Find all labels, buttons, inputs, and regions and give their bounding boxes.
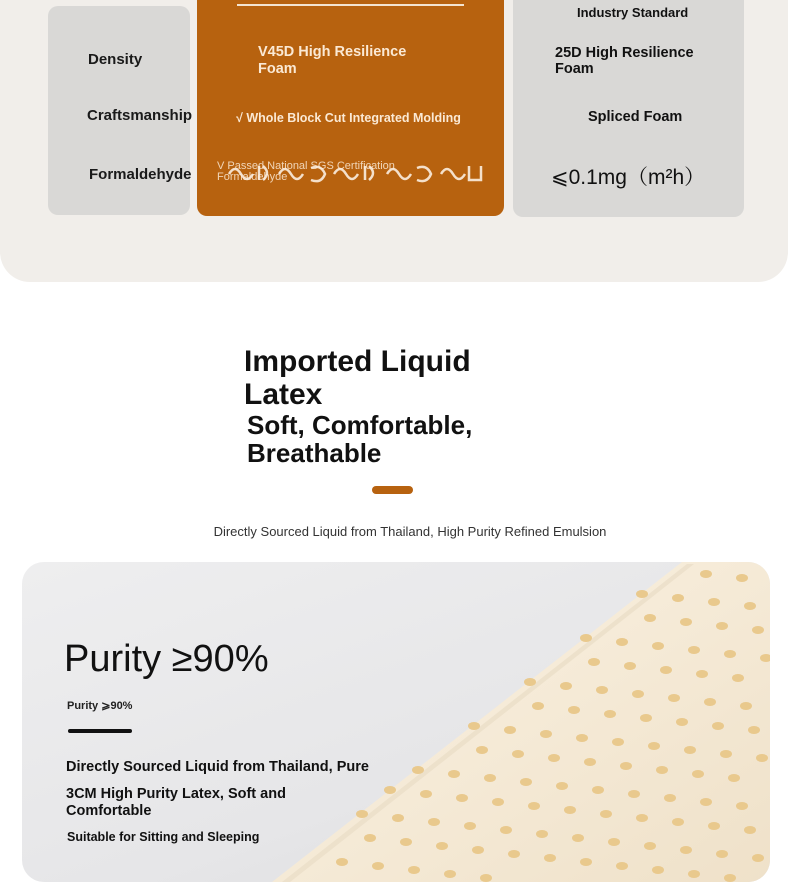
our-product-column (197, 0, 504, 216)
foam-pinhole (420, 790, 432, 798)
foam-pinhole (680, 846, 692, 854)
industry-standard-column (513, 0, 744, 217)
foam-pinhole (336, 858, 348, 866)
foam-pinhole (580, 858, 592, 866)
foam-pinhole (716, 850, 728, 858)
certification-stamp-graphic (219, 160, 489, 184)
foam-pinhole (724, 650, 736, 658)
foam-pinhole (392, 814, 404, 822)
foam-pinhole (704, 698, 716, 706)
industry-header: Industry Standard (577, 5, 689, 20)
ours-craftsmanship: √ Whole Block Cut Integrated Molding (236, 111, 461, 125)
foam-pinhole (736, 802, 748, 810)
ours-density: V45D High Resilience Foam (258, 44, 407, 77)
foam-pinhole (744, 602, 756, 610)
foam-pinhole (456, 794, 468, 802)
comparison-labels-column (48, 6, 193, 215)
foam-pinhole (720, 750, 732, 758)
foam-pinhole (568, 706, 580, 714)
foam-pinhole (636, 814, 648, 822)
foam-pinhole (628, 790, 640, 798)
label-formaldehyde: Formaldehyde (89, 166, 192, 183)
foam-pinhole (716, 622, 728, 630)
foam-pinhole (532, 702, 544, 710)
foam-pinhole (740, 702, 752, 710)
foam-pinhole (608, 838, 620, 846)
foam-pinhole (384, 786, 396, 794)
foam-pinhole (692, 770, 704, 778)
foam-pinhole (448, 770, 460, 778)
foam-pinhole (676, 718, 688, 726)
foam-pinhole (512, 750, 524, 758)
foam-pinhole (356, 810, 368, 818)
industry-craftsmanship: Spliced Foam (588, 109, 683, 125)
foam-pinhole (596, 686, 608, 694)
latex-title-block (236, 345, 556, 467)
foam-pinhole (656, 766, 668, 774)
label-craftsmanship: Craftsmanship (87, 107, 193, 124)
foam-pinhole (528, 802, 540, 810)
foam-pinhole (408, 866, 420, 874)
foam-pinhole (364, 834, 376, 842)
foam-pinhole (524, 678, 536, 686)
foam-pinhole (708, 598, 720, 606)
foam-pinhole (700, 798, 712, 806)
foam-pinhole (484, 774, 496, 782)
foam-pinhole (672, 818, 684, 826)
foam-pinhole (412, 766, 424, 774)
foam-pinhole (400, 838, 412, 846)
purity-caption: Purity ⩾90% (67, 700, 133, 712)
foam-pinhole (688, 870, 700, 878)
foam-pinhole (724, 874, 736, 882)
foam-pinhole (636, 590, 648, 598)
foam-pinhole (624, 662, 636, 670)
foam-pinhole (468, 722, 480, 730)
foam-pinhole (428, 818, 440, 826)
foam-pinhole (660, 666, 672, 674)
foam-pinhole (592, 786, 604, 794)
accent-divider (372, 486, 413, 494)
foam-pinhole (372, 862, 384, 870)
purity-desc-line2: 3CM High Purity Latex, Soft and Comfortable (66, 786, 286, 819)
foam-pinhole (708, 822, 720, 830)
foam-pinhole (644, 842, 656, 850)
foam-pinhole (580, 634, 592, 642)
latex-description: Directly Sourced Liquid from Thailand, High Purity Refined Emulsion (213, 524, 607, 539)
foam-pinhole (520, 778, 532, 786)
foam-pinhole (748, 726, 760, 734)
purity-underline (68, 729, 132, 733)
latex-subtitle: Soft, Comfortable, Breathable (247, 410, 473, 468)
foam-pinhole (616, 638, 628, 646)
purity-desc-line3: Suitable for Sitting and Sleeping (67, 830, 260, 844)
foam-pinhole (476, 746, 488, 754)
foam-pinhole (472, 846, 484, 854)
foam-pinhole (548, 754, 560, 762)
purity-panel (22, 562, 770, 882)
industry-formaldehyde: ⩽0.1mg（m²h） (551, 166, 706, 189)
foam-pinhole (752, 626, 764, 634)
foam-pinhole (556, 782, 568, 790)
foam-pinhole (584, 758, 596, 766)
foam-pinhole (540, 730, 552, 738)
foam-pinhole (504, 726, 516, 734)
foam-pinhole (648, 742, 660, 750)
comparison-section (0, 0, 788, 282)
foam-pinhole (572, 834, 584, 842)
foam-pinhole (700, 570, 712, 578)
foam-pinhole (492, 798, 504, 806)
foam-pinhole (732, 674, 744, 682)
foam-pinhole (680, 618, 692, 626)
foam-pinhole (664, 794, 676, 802)
foam-pinhole (616, 862, 628, 870)
foam-pinhole (652, 642, 664, 650)
column-top-rule (237, 4, 464, 6)
foam-pinhole (752, 854, 764, 862)
foam-pinhole (444, 870, 456, 878)
foam-pinhole (436, 842, 448, 850)
purity-desc-line1: Directly Sourced Liquid from Thailand, Pure (66, 759, 369, 775)
foam-pinhole (644, 614, 656, 622)
foam-pinhole (536, 830, 548, 838)
foam-pinhole (652, 866, 664, 874)
foam-pinhole (564, 806, 576, 814)
foam-pinhole (588, 658, 600, 666)
industry-density: 25D High Resilience Foam (555, 45, 694, 77)
foam-pinhole (672, 594, 684, 602)
foam-pinhole (728, 774, 740, 782)
foam-pinhole (712, 722, 724, 730)
foam-pinhole (500, 826, 512, 834)
foam-pinhole (576, 734, 588, 742)
label-density: Density (88, 51, 143, 68)
foam-pinhole (544, 854, 556, 862)
purity-heading: Purity ≥90% (64, 638, 269, 680)
ours-formaldehyde: V Passed National SGS Certification Formaldehyde (217, 160, 395, 183)
foam-pinhole (668, 694, 680, 702)
foam-pinhole (480, 874, 492, 882)
foam-pinhole (560, 682, 572, 690)
foam-pinhole (632, 690, 644, 698)
foam-pinhole (604, 710, 616, 718)
foam-pinhole (688, 646, 700, 654)
foam-pinhole (736, 574, 748, 582)
foam-pinhole (508, 850, 520, 858)
foam-pinhole (464, 822, 476, 830)
foam-pinhole (696, 670, 708, 678)
latex-title: Imported Liquid Latex (244, 345, 471, 411)
foam-pinhole (744, 826, 756, 834)
foam-pinhole (640, 714, 652, 722)
foam-pinhole (612, 738, 624, 746)
foam-pinhole (620, 762, 632, 770)
foam-pinhole (600, 810, 612, 818)
foam-pinhole (684, 746, 696, 754)
foam-pinhole (756, 754, 768, 762)
